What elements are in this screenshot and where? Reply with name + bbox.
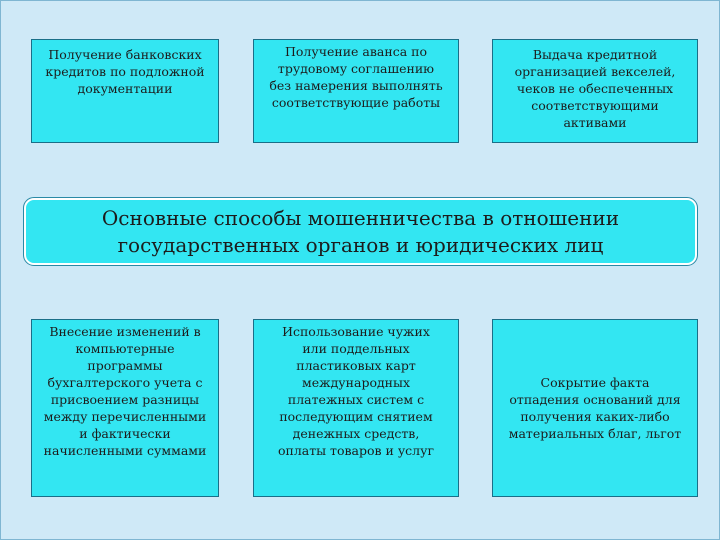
top-box-bank-credits — [31, 39, 219, 143]
bottom-box-software-changes — [31, 319, 219, 497]
bottom-box-card-fraud-text: Использование чужих или поддельных пластиковых карт международных платежных систем с последующим снятием денежных средств, оплаты товаров и услуг — [277, 324, 435, 458]
bottom-box-software-changes-text: Внесение изменений в компьютерные программы бухгалтерского учета с присвоением разницы между перечисленными и фактически начисленными суммами — [43, 324, 207, 458]
top-box-bills-issuance — [492, 39, 698, 143]
top-box-advance-payment-text: Получение аванса по трудовому соглашению без намерения выполнять соответствующие работы — [269, 44, 443, 110]
bottom-box-concealment-text: Сокрытие факта отпадения оснований для получения каких-либо материальных благ, льгот — [508, 375, 682, 441]
bottom-box-card-fraud — [253, 319, 459, 497]
central-title-box — [24, 198, 697, 265]
top-box-bills-issuance-text: Выдача кредитной организацией векселей, чеков не обеспеченных соответствующими активами — [514, 47, 676, 130]
central-title-text: Основные способы мошенничества в отношении государственных органов и юридических лиц — [101, 205, 620, 257]
top-box-bank-credits-text: Получение банковских кредитов по подложной документации — [45, 47, 205, 96]
bottom-box-concealment — [492, 319, 698, 497]
top-box-advance-payment — [253, 39, 459, 143]
